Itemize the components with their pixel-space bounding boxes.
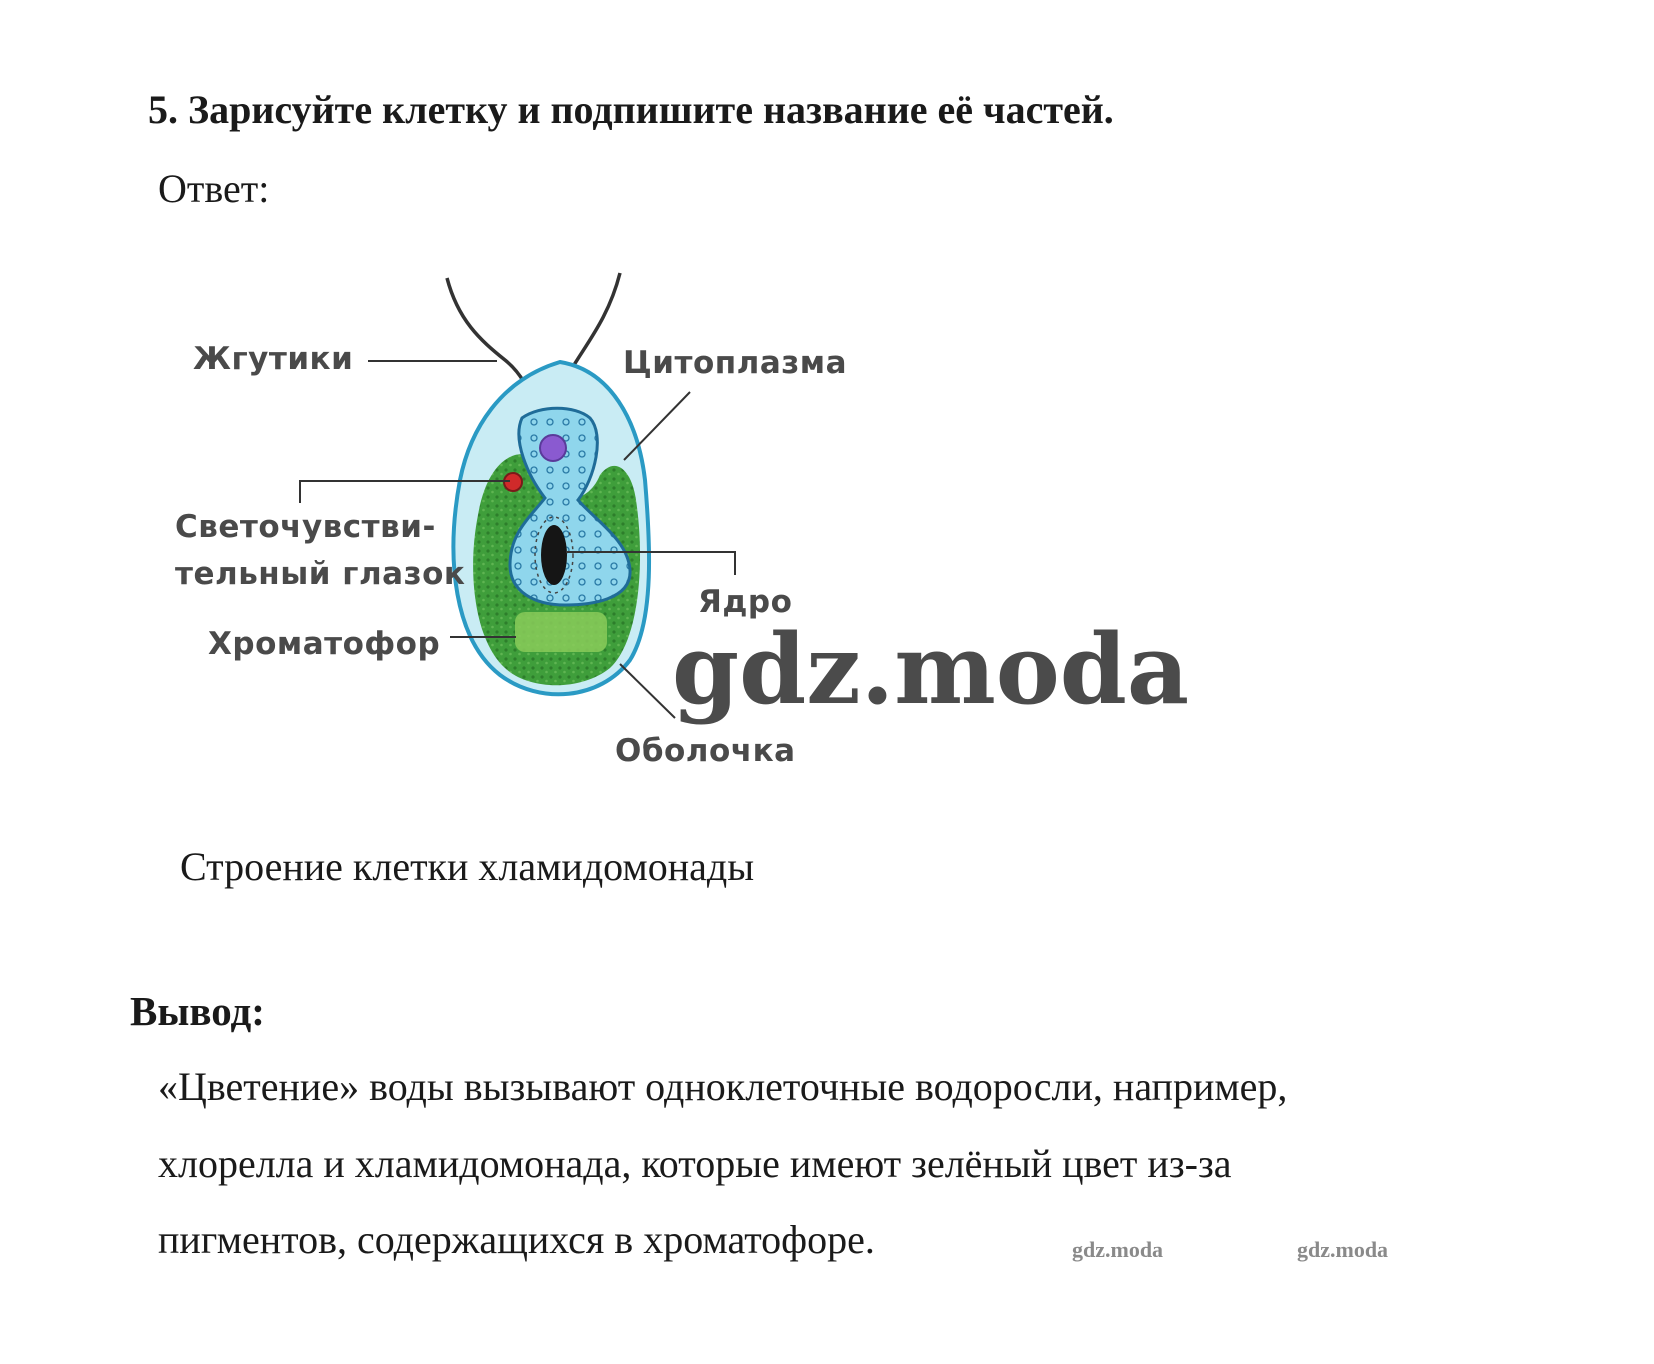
label-eyespot-2: тельный глазок [175, 556, 466, 592]
label-chromatophore: Хроматофор [208, 626, 441, 662]
nucleus [541, 525, 567, 585]
label-cytoplasm: Цитоплазма [623, 345, 848, 381]
conclusion-line-1: «Цветение» воды вызывают одноклеточные водоросли, например, [158, 1064, 1288, 1109]
answer-label: Ответ: [158, 166, 270, 211]
task-number: 5. [148, 87, 178, 132]
leader-membrane [620, 664, 675, 718]
pyrenoid [515, 612, 607, 652]
conclusion-line-2: хлорелла и хламидомонада, которые имеют зелёный цвет из-за [158, 1141, 1232, 1186]
watermark-logo: gdz.moda [672, 613, 1190, 726]
label-membrane: Оболочка [615, 733, 796, 769]
conclusion-title: Вывод: [130, 988, 265, 1034]
watermark-small-1: gdz.moda [1072, 1237, 1164, 1262]
figure-caption: Строение клетки хламидомонады [180, 844, 755, 889]
conclusion-line-3: пигментов, содержащихся в хроматофоре. [158, 1217, 875, 1262]
label-eyespot-1: Светочувстви- [175, 509, 436, 545]
basal-body [540, 435, 566, 461]
task-text: Зарисуйте клетку и подпишите название её частей. [188, 87, 1114, 132]
label-nucleus: Ядро [698, 584, 793, 620]
leader-cytoplasm [624, 392, 690, 460]
label-flagella: Жгутики [193, 341, 354, 377]
watermark-small-2: gdz.moda [1297, 1237, 1389, 1262]
